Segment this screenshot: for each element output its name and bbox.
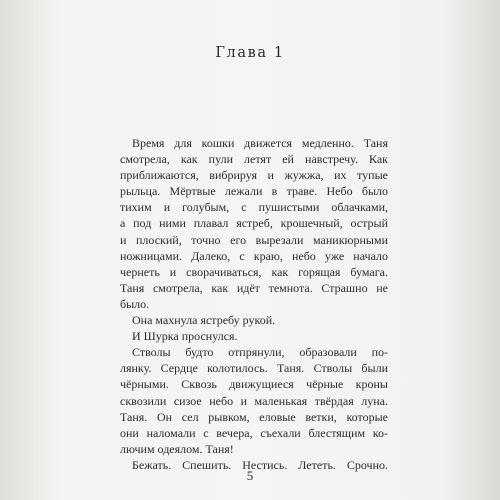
text-line: тихим и голубым, с пушистыми облачками, [120,200,388,215]
text-line: И Шурка проснулся. [132,329,238,344]
text-line: чернеть и сворачиваться, как горящая бумага. [120,264,388,279]
text-line: ножницами. Далеко, с краю, небо уже начало [120,248,388,263]
text-line: Таня. Он сел рывком, еловые ветки, которые [120,409,388,424]
text-line: Время для кошки движется медленно. Таня [132,136,388,150]
text-line: чёрными. Сквозь движущиеся чёрные кроны [120,377,388,392]
page-edge-shadow-left [0,0,60,500]
text-line: Стволы будто отпрянули, образовали по- [132,345,388,360]
text-line: Она махнула ястребу рукой. [132,313,276,328]
text-line: смотрела, как пули летят ей навстречу. Как [120,152,388,167]
text-line: они наломали с вечера, съехали блестящим ко- [120,425,388,440]
text-line: лянку. Сердце колотилось. Таня. Стволы были [120,361,388,376]
text-line: а под ними плавал ястреб, крошечный, острый [120,216,388,231]
text-line: Таня смотрела, как идёт темнота. Страшно не [120,280,388,295]
page-number: 5 [246,468,254,483]
chapter-title: Глава 1 [215,45,285,61]
text-line: приближаются, вибрируя и жужжа, их тупые [120,168,388,183]
text-line: сквозили сизое небо и маленькая твёрдая луна. [120,393,388,408]
page-edge-shadow-right [440,0,500,500]
text-line: рыльца. Мёртвые лежали в траве. Небо было [120,184,388,199]
text-line: было. [120,296,150,311]
text-line: Бежать. Спешить. Нестись. Лететь. Срочно. [132,457,388,472]
text-line: лючим одеялом. Таня! [120,441,234,456]
text-line: и плоский, точно его вырезали маникюрными [120,232,388,247]
body-text [120,135,388,473]
